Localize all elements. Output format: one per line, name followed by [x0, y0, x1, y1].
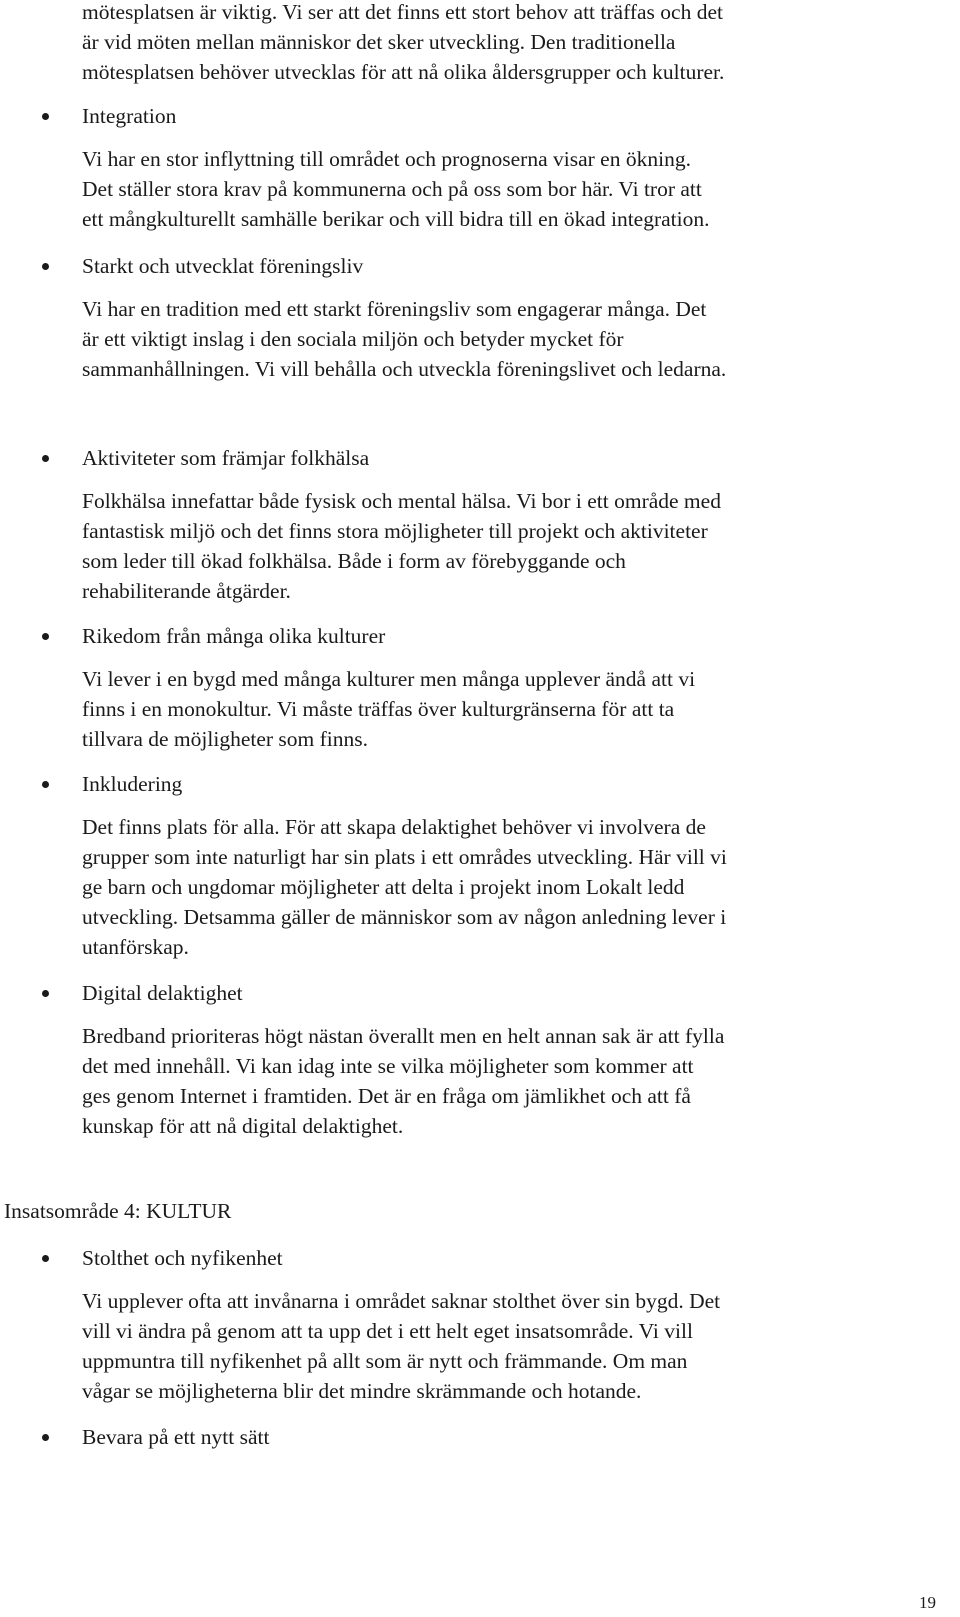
paragraph-line: vill vi ändra på genom att ta upp det i ett helt eget insatsområde. Vi vill [82, 1319, 693, 1343]
paragraph-line: Det ställer stora krav på kommunerna och på oss som bor här. Vi tror att [82, 177, 702, 201]
paragraph-line: Vi lever i en bygd med många kulturer men många upplever ändå att vi [82, 667, 696, 691]
paragraph-line: uppmuntra till nyfikenhet på allt som är nytt och främmande. Om man [82, 1349, 688, 1373]
bullet-icon [42, 781, 49, 788]
paragraph-line: är vid möten mellan människor det sker utveckling. Den traditionella [82, 30, 676, 54]
item-heading: Inkludering [82, 772, 183, 796]
paragraph-line: fantastisk miljö och det finns stora möjligheter till projekt och aktiviteter [82, 519, 708, 543]
paragraph-line: mötesplatsen behöver utvecklas för att nå olika åldersgrupper och kulturer. [82, 60, 725, 84]
bullet-icon [42, 1434, 49, 1441]
bullet-icon [42, 263, 49, 270]
paragraph-line: som leder till ökad folkhälsa. Både i form av förebyggande och [82, 549, 626, 573]
bullet-icon [42, 633, 49, 640]
page-number: 19 [919, 1593, 936, 1612]
paragraph-line: rehabiliterande åtgärder. [82, 579, 291, 603]
item-heading: Stolthet och nyfikenhet [82, 1246, 283, 1270]
paragraph-line: det med innehåll. Vi kan idag inte se vilka möjligheter som kommer att [82, 1054, 694, 1078]
paragraph-line: utveckling. Detsamma gäller de människor som av någon anledning lever i [82, 905, 727, 929]
paragraph-line: ges genom Internet i framtiden. Det är en fråga om jämlikhet och att få [82, 1084, 691, 1108]
item-heading: Digital delaktighet [82, 981, 243, 1005]
paragraph-line: Folkhälsa innefattar både fysisk och mental hälsa. Vi bor i ett område med [82, 489, 721, 513]
paragraph-line: Vi har en stor inflyttning till området och prognoserna visar en ökning. [82, 147, 691, 171]
paragraph-line: ge barn och ungdomar möjligheter att delta i projekt inom Lokalt ledd [82, 875, 685, 899]
item-heading: Bevara på ett nytt sätt [82, 1425, 270, 1449]
item-heading: Aktiviteter som främjar folkhälsa [82, 446, 370, 470]
item-heading: Starkt och utvecklat föreningsliv [82, 254, 364, 278]
paragraph-line: Det finns plats för alla. För att skapa delaktighet behöver vi involvera de [82, 815, 706, 839]
paragraph-line: utanförskap. [82, 935, 189, 959]
paragraph-line: finns i en monokultur. Vi måste träffas över kulturgränserna för att ta [82, 697, 675, 721]
paragraph-line: Vi har en tradition med ett starkt föreningsliv som engagerar många. Det [82, 297, 707, 321]
paragraph-line: sammanhållningen. Vi vill behålla och utveckla föreningslivet och ledarna. [82, 357, 727, 381]
paragraph-line: är ett viktigt inslag i den sociala miljön och betyder mycket för [82, 327, 624, 351]
paragraph-line: mötesplatsen är viktig. Vi ser att det finns ett stort behov att träffas och det [82, 0, 723, 24]
paragraph-line: Bredband prioriteras högt nästan överallt men en helt annan sak är att fylla [82, 1024, 725, 1048]
section-heading: Insatsområde 4: KULTUR [4, 1199, 232, 1223]
bullet-icon [42, 1255, 49, 1262]
paragraph-line: Vi upplever ofta att invånarna i området saknar stolthet över sin bygd. Det [82, 1289, 721, 1313]
item-heading: Rikedom från många olika kulturer [82, 624, 386, 648]
paragraph-line: grupper som inte naturligt har sin plats i ett områdes utveckling. Här vill vi [82, 845, 727, 869]
bullet-icon [42, 990, 49, 997]
paragraph-line: kunskap för att nå digital delaktighet. [82, 1114, 404, 1138]
paragraph-line: tillvara de möjligheter som finns. [82, 727, 369, 751]
bullet-icon [42, 455, 49, 462]
paragraph-line: vågar se möjligheterna blir det mindre skrämmande och hotande. [82, 1379, 642, 1403]
item-heading: Integration [82, 104, 177, 128]
paragraph-line: ett mångkulturellt samhälle berikar och vill bidra till en ökad integration. [82, 207, 710, 231]
bullet-icon [42, 113, 49, 120]
